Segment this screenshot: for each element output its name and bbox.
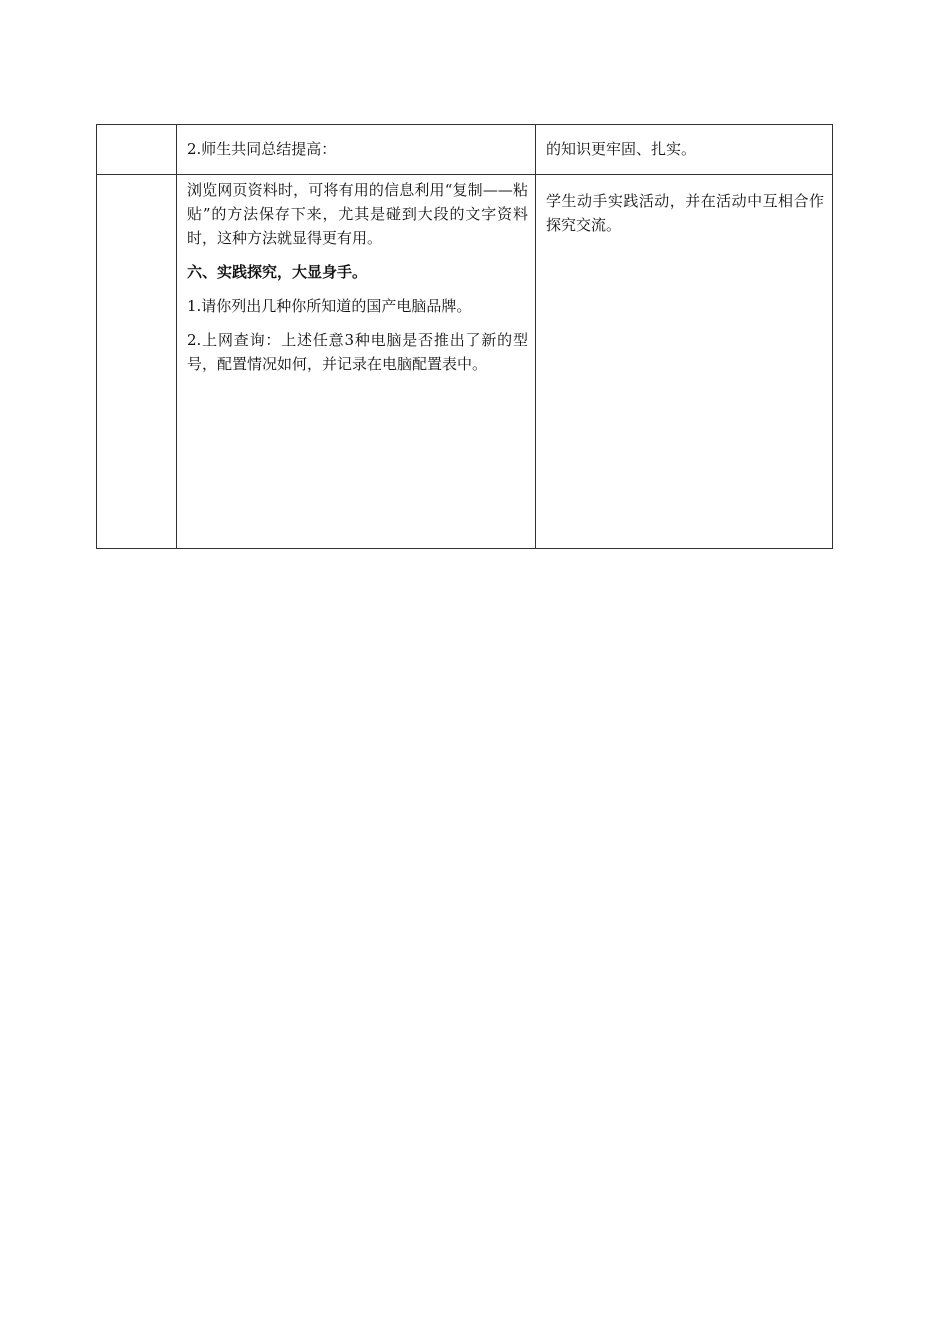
table-row: [97, 125, 833, 175]
lesson-plan-table: [96, 124, 833, 549]
table-cell-empty: [97, 125, 177, 175]
table-cell-empty: [97, 175, 177, 549]
table-cell-teacher-activity: [177, 125, 536, 175]
table-cell-student-activity: [536, 175, 833, 549]
task-item-1: 1.请你列出几种你所知道的国产电脑品牌。: [187, 297, 472, 315]
copy-paste-tip-text: 浏览网页资料时，可将有用的信息利用“复制——粘贴”的方法保存下来，尤其是碰到大段的文字资料时，这种方法就显得更有用。: [187, 181, 528, 247]
design-intent-text: 的知识更牢固、扎实。: [546, 140, 697, 158]
student-activity-text: 学生动手实践活动，并在活动中互相合作探究交流。: [546, 192, 824, 234]
table-cell-design-intent: [536, 125, 833, 175]
task-item-2: 2.上网查询：上述任意3种电脑是否推出了新的型号，配置情况如何，并记录在电脑配置表中。: [187, 331, 528, 373]
section-heading: 六、实践探究，大显身手。: [187, 263, 368, 281]
table-cell-teacher-activity: [177, 175, 536, 549]
summary-step-text: 2.师生共同总结提高：: [187, 140, 337, 158]
table-row: [97, 175, 833, 549]
